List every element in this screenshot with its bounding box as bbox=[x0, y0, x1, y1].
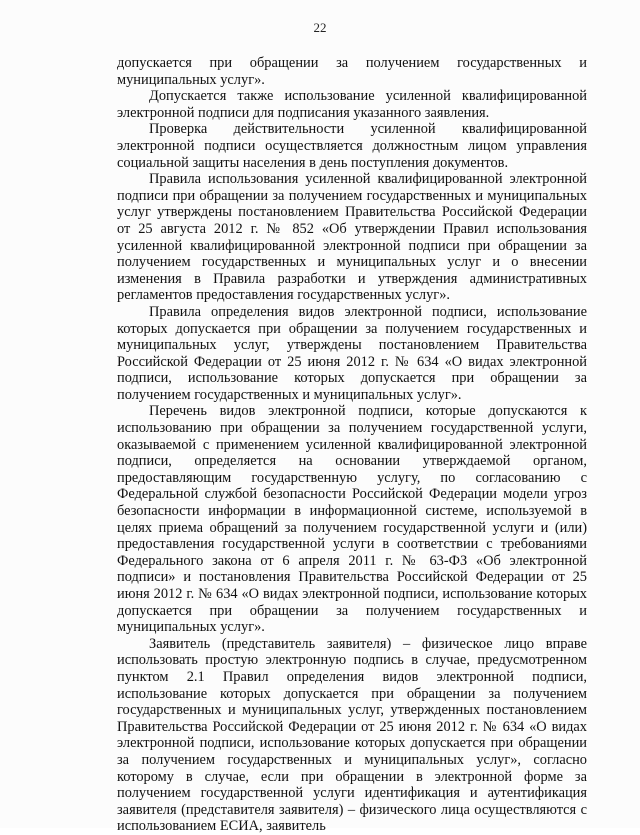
paragraph-rules-634: Правила определения видов электронной подписи, использование которых допускается при обращении за получением государственных и муниципальных услуг, утверждены постановлением Правительства Российской Федерации от 25 июня 2012 г. № 634 «О видах электронной подписи, использование которых допускается при обращении за получением государственных и муниципальных услуг». bbox=[117, 303, 587, 403]
paragraph-signature-verification: Проверка действительности усиленной квалифицированной электронной подписи осуществляется должностным лицом управления социальной защиты населения в день поступления документов. bbox=[117, 121, 587, 171]
document-body bbox=[117, 55, 587, 835]
paragraph-signature-permission: Допускается также использование усиленной квалифицированной электронной подписи для подписания указанного заявления. bbox=[117, 88, 587, 121]
paragraph-applicant: Заявитель (представитель заявителя) – физическое лицо вправе использовать простую электронную подпись в случае, предусмотренном пунктом 2.1 Правил определения видов электронной подписи, использование которых допускается при обращении за получением государственных и муниципальных услуг, утвержденных постановлением Правительства Российской Федерации от 25 июня 2012 г. № 634 «О видах электронной подписи, использование которых допускается при обращении за получением государственных и муниципальных услуг», согласно которому в случае, если при обращении в электронной форме за получением государственной услуги идентификация и аутентификация заявителя (представителя заявителя) – физического лица осуществляются с использованием ЕСИА, заявитель bbox=[117, 635, 587, 835]
page-number: 22 bbox=[313, 20, 327, 35]
paragraph-rules-852: Правила использования усиленной квалифицированной электронной подписи при обращении за получением государственных и муниципальных услуг утверждены постановлением Правительства Российской Федерации от 25 августа 2012 г. № 852 «Об утверждении Правил использования усиленной квалифицированной электронной подписи при обращении за получением государственных и муниципальных услуг и о внесении изменения в Правила разработки и утверждения административных регламентов предоставления государственных услуг». bbox=[117, 171, 587, 304]
paragraph-continuation: допускается при обращении за получением государственных и муниципальных услуг». bbox=[117, 55, 587, 88]
paragraph-signature-list: Перечень видов электронной подписи, которые допускаются к использованию при обращении за получением государственной услуги, оказываемой с применением усиленной квалифицированной электронной подписи, определяется на основании утверждаемой органом, предоставляющим государственную услугу, по согласованию с Федеральной службой безопасности Российской Федерации модели угроз безопасности информации в информационной системе, используемой в целях приема обращений за получением государственной услуги и (или) предоставления государственной услуги в соответствии с требованиями Федерального закона от 6 апреля 2011 г. № 63-ФЗ «Об электронной подписи» и постановления Правительства Российской Федерации от 25 июня 2012 г. № 634 «О видах электронной подписи, использование которых допускается при обращении за получением государственных и муниципальных услуг». bbox=[117, 403, 587, 636]
